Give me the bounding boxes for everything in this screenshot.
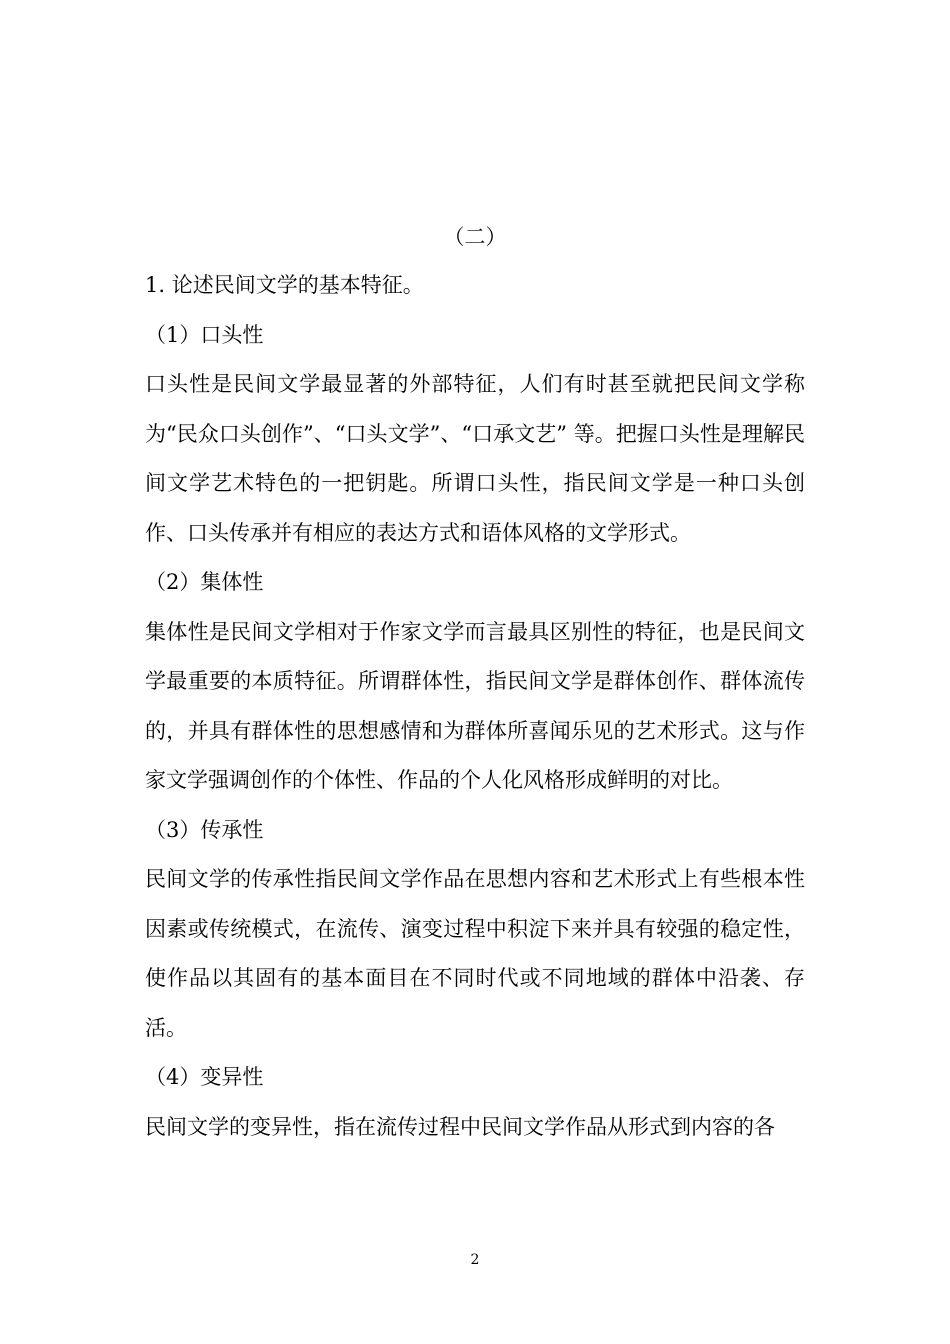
subsection-title-collective: （2）集体性 [145, 570, 264, 594]
paragraph-variability: 民间文学的变异性，指在流传过程中民间文学作品从形式到内容的各 [145, 1114, 775, 1139]
document-body [145, 213, 805, 1152]
paragraph-inheritance: 民间文学的传承性指民间文学作品在思想内容和艺术形式上有些根本性因素或传统模式，在流传、演变过程中积淀下来并具有较强的稳定性，使作品以其固有的基本面目在不同时代或不同地域的群体中沿袭、存活。 [145, 867, 805, 1040]
paragraph-oral: 口头性是民间文学最显著的外部特征，人们有时甚至就把民间文学称为“民众口头创作”、“口头文学”、“口承文艺” 等。把握口头性是理解民间文学艺术特色的一把钥匙。所谓口头性，指民间文学是一种口头创作、口头传承并有相应的表达方式和语体风格的文学形式。 [145, 372, 805, 545]
paragraph-collective: 集体性是民间文学相对于作家文学而言最具区别性的特征，也是民间文学最重要的本质特征。所谓群体性，指民间文学是群体创作、群体流传的，并具有群体性的思想感情和为群体所喜闻乐见的艺术形式。这与作家文学强调创作的个体性、作品的个人化风格形成鲜明的对比。 [145, 619, 805, 792]
subsection-title-inheritance: （3）传承性 [145, 817, 264, 842]
subsection-title-variability: （4）变异性 [145, 1065, 264, 1089]
section-heading: （二） [443, 225, 507, 249]
page-number: 2 [470, 1252, 480, 1268]
question-title: 1. 论述民间文学的基本特征。 [145, 273, 424, 297]
subsection-title-oral: （1）口头性 [145, 322, 264, 347]
